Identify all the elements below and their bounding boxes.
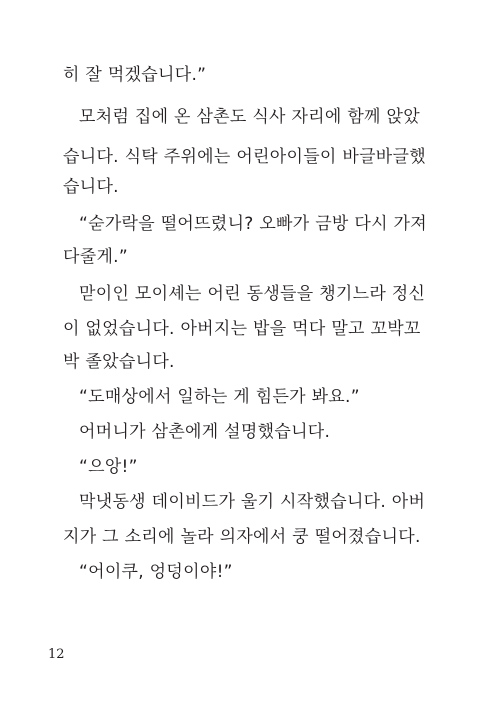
- text-line: “어이쿠, 엉덩이야!”: [79, 562, 233, 582]
- text-line: 다줄게.”: [63, 247, 128, 267]
- text-line: 지가 그 소리에 놀라 의자에서 쿵 떨어졌습니다.: [63, 527, 421, 547]
- text-line: 맏이인 모이셰는 어린 동생들을 챙기느라 정신: [79, 284, 426, 304]
- text-line: 습니다.: [63, 177, 119, 197]
- text-line: 박 졸았습니다.: [63, 352, 175, 372]
- text-line: 막냇동생 데이비드가 울기 시작했습니다. 아버: [79, 492, 426, 512]
- text-line: 이 없었습니다. 아버지는 밥을 먹다 말고 꼬박꼬: [63, 319, 421, 339]
- page-number: 12: [48, 647, 65, 662]
- text-line: 어머니가 삼촌에게 설명했습니다.: [79, 422, 331, 442]
- text-line: 히 잘 먹겠습니다.”: [63, 65, 207, 85]
- text-line: “도매상에서 일하는 게 힘든가 봐요.”: [79, 387, 360, 407]
- text-line: 모처럼 집에 온 삼촌도 식사 자리에 함께 앉았: [79, 107, 420, 127]
- text-line: “으앙!”: [79, 457, 138, 477]
- text-line: 습니다. 식탁 주위에는 어린아이들이 바글바글했: [63, 147, 426, 167]
- text-line: “숟가락을 떨어뜨렸니? 오빠가 금방 다시 가져: [79, 214, 427, 234]
